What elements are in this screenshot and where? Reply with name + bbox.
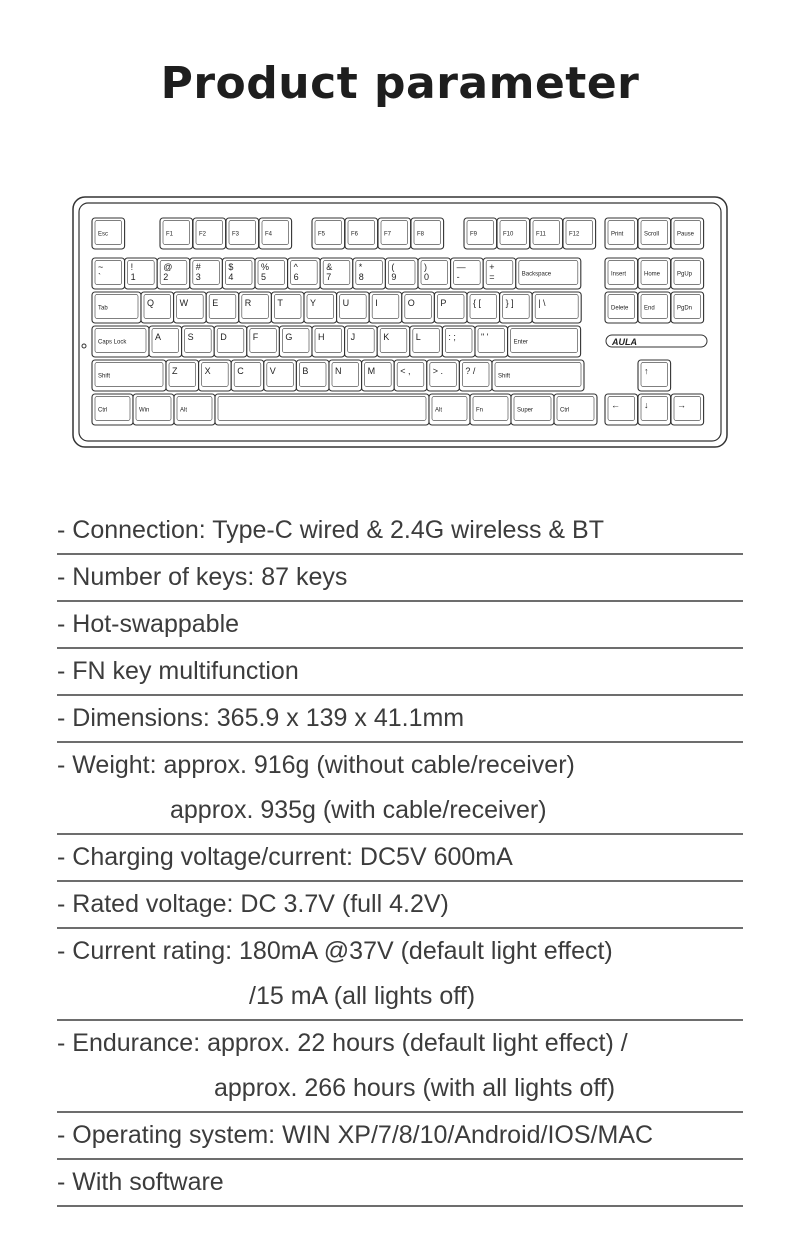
key-legend: $: [228, 262, 234, 272]
key-legend: Backspace: [521, 271, 552, 278]
key-legend: ~: [98, 262, 104, 272]
key-legend: ↑: [644, 366, 649, 376]
key-legend: Enter: [513, 339, 528, 346]
key-pause: [671, 218, 704, 249]
key-a-1: [149, 326, 182, 357]
key-z-9: [427, 360, 460, 391]
key-right-shift: [492, 360, 584, 391]
key-legend: Delete: [611, 305, 629, 312]
key-insert: [605, 258, 638, 289]
key-arrow-down: [638, 394, 671, 425]
key-arrow-up: [638, 360, 671, 391]
key-legend: S: [187, 332, 194, 342]
spec-hot-swappable: [57, 602, 743, 649]
key-q-10: [434, 292, 467, 323]
key-legend: Tab: [98, 305, 108, 312]
key-num-0: [92, 258, 125, 289]
key-legend: Insert: [611, 271, 627, 278]
key-q-8: [369, 292, 402, 323]
key-delete: [605, 292, 638, 323]
key-legend: F11: [536, 231, 546, 238]
key-q-12: [500, 292, 533, 323]
key-legend: { [: [473, 298, 482, 308]
spec-text: - Dimensions: 365.9 x 139 x 41.1mm: [57, 704, 465, 732]
key-legend: Q: [147, 298, 155, 308]
key-legend: F4: [265, 231, 273, 238]
key-f12: [563, 218, 596, 249]
key-left-shift: [92, 360, 166, 391]
key-z-5: [296, 360, 329, 391]
key-arrow-left: [605, 394, 638, 425]
spec-operating-system: [57, 1113, 743, 1160]
spec-text-continued: approx. 266 hours (with all lights off): [214, 1074, 616, 1102]
key-legend: C: [237, 366, 244, 376]
key-a-5: [279, 326, 312, 357]
key-legend: F1: [166, 231, 174, 238]
key-legend-lower: 8: [358, 272, 364, 282]
key-legend: ↓: [644, 400, 649, 410]
key-legend-lower: 7: [326, 272, 332, 282]
key-pgup: [671, 258, 704, 289]
key-legend: Caps Lock: [98, 339, 127, 346]
spec-text: - Connection: Type-C wired & 2.4G wireless & BT: [57, 516, 604, 544]
spec-text-continued: /15 mA (all lights off): [249, 982, 476, 1010]
key-num-2: [157, 258, 190, 289]
key-legend: P: [440, 298, 447, 308]
key-esc: [92, 218, 125, 249]
key-legend: Fn: [476, 407, 484, 414]
key-legend: Shift: [498, 373, 511, 380]
key-legend: Home: [644, 271, 661, 278]
key-legend: D: [220, 332, 227, 342]
key-print: [605, 218, 638, 249]
key-legend-lower: -: [456, 272, 460, 282]
key-a-8: [377, 326, 410, 357]
key-f6: [345, 218, 378, 249]
key-legend: E: [212, 298, 219, 308]
key-end: [638, 292, 671, 323]
spec-text: - Weight: approx. 916g (without cable/receiver): [57, 751, 575, 779]
key-num-4: [222, 258, 255, 289]
key-legend: +: [489, 262, 495, 272]
key-f1: [160, 218, 193, 249]
key-fn: [470, 394, 511, 425]
spec-text: - Current rating: 180mA @37V (default light effect): [57, 937, 613, 965]
key-legend: —: [456, 262, 466, 272]
spec-list: [57, 508, 743, 1207]
key-f5: [312, 218, 345, 249]
spec-text: - With software: [57, 1168, 224, 1196]
key-f4: [259, 218, 292, 249]
key-z-8: [394, 360, 427, 391]
key-legend: ^: [293, 262, 298, 272]
spec-rated-voltage: [57, 882, 743, 929]
key-legend: !: [130, 262, 134, 272]
key-q-6: [304, 292, 337, 323]
key-q-7: [337, 292, 370, 323]
key-tab: [92, 292, 141, 323]
key-num-1: [125, 258, 158, 289]
key-legend-lower: 2: [163, 272, 169, 282]
spec-text: - Number of keys: 87 keys: [57, 563, 348, 591]
key-legend: G: [285, 332, 293, 342]
key-legend: V: [269, 366, 276, 376]
key-z-2: [199, 360, 232, 391]
key-legend: @: [163, 262, 173, 272]
key-q-1: [141, 292, 174, 323]
key-legend: Ctrl: [560, 407, 570, 414]
key-enter: [508, 326, 581, 357]
key-z-1: [166, 360, 199, 391]
key-q-11: [467, 292, 500, 323]
key-legend: R: [244, 298, 252, 308]
key-num-12: [483, 258, 516, 289]
key-legend: Shift: [98, 373, 111, 380]
key-legend-lower: `: [98, 272, 101, 282]
spec-text: - Rated voltage: DC 3.7V (full 4.2V): [57, 890, 449, 918]
key-a-9: [410, 326, 443, 357]
key-space: [215, 394, 429, 425]
key-legend: W: [179, 298, 189, 308]
key-legend: Super: [517, 407, 534, 414]
key-legend: X: [204, 366, 211, 376]
key-capslock: [92, 326, 149, 357]
key-legend: End: [644, 305, 655, 312]
key-legend-lower: 9: [391, 272, 397, 282]
key-legend: F7: [384, 231, 392, 238]
key-legend: F9: [470, 231, 478, 238]
key-legend: Alt: [435, 407, 443, 414]
key-legend: Esc: [98, 231, 109, 238]
key-legend: O: [407, 298, 415, 308]
key-legend: Z: [172, 366, 178, 376]
key-legend: > .: [432, 366, 444, 376]
key-super: [511, 394, 554, 425]
key-f2: [193, 218, 226, 249]
key-legend: (: [391, 262, 395, 272]
key-num-6: [288, 258, 321, 289]
key-right-ctrl: [554, 394, 597, 425]
key-legend: F5: [318, 231, 326, 238]
key-legend: " ': [481, 332, 489, 342]
key-legend-lower: 1: [130, 272, 136, 282]
brand-logo-text: AULA: [612, 337, 637, 347]
key-legend: F6: [351, 231, 359, 238]
spec-connection: [57, 508, 743, 555]
keyboard-illustration: [72, 196, 728, 448]
key-legend: PgDn: [677, 305, 693, 312]
key-q-2: [174, 292, 207, 323]
key-legend: | \: [538, 298, 546, 308]
key-legend: < ,: [400, 366, 411, 376]
key-num-3: [190, 258, 223, 289]
key-legend: I: [375, 298, 378, 308]
key-legend: M: [367, 366, 376, 376]
key-f3: [226, 218, 259, 249]
key-num-11: [451, 258, 484, 289]
key-num-10: [418, 258, 451, 289]
spec-text: - FN key multifunction: [57, 657, 299, 685]
key-q-9: [402, 292, 435, 323]
spec-text: - Operating system: WIN XP/7/8/10/Android/IOS/MAC: [57, 1121, 654, 1149]
spec-dimensions: [57, 696, 743, 743]
key-legend: #: [195, 262, 201, 272]
key-legend: Ctrl: [98, 407, 108, 414]
spec-text: - Endurance: approx. 22 hours (default light effect) /: [57, 1029, 628, 1057]
key-win: [133, 394, 174, 425]
spec-weight: [57, 743, 743, 835]
key-left-ctrl: [92, 394, 133, 425]
key-z-6: [329, 360, 362, 391]
key-legend: &: [326, 262, 333, 272]
key-legend: B: [302, 366, 309, 376]
key-a-2: [182, 326, 215, 357]
key-legend-lower: =: [489, 272, 495, 282]
key-backslash: [532, 292, 581, 323]
key-a-3: [214, 326, 247, 357]
key-f7: [378, 218, 411, 249]
key-legend: Scroll: [644, 231, 660, 238]
key-legend-lower: 3: [195, 272, 201, 282]
key-legend: U: [342, 298, 350, 308]
key-f9: [464, 218, 497, 249]
spec-fn-key: [57, 649, 743, 696]
key-num-9: [385, 258, 418, 289]
key-legend: A: [155, 332, 162, 342]
key-legend: T: [277, 298, 283, 308]
key-backspace: [516, 258, 581, 289]
key-legend: F10: [503, 231, 514, 238]
key-legend-lower: 6: [293, 272, 299, 282]
key-legend: ? /: [465, 366, 476, 376]
key-num-8: [353, 258, 386, 289]
key-legend-lower: 4: [228, 272, 234, 282]
spec-charging: [57, 835, 743, 882]
key-f11: [530, 218, 563, 249]
key-legend: F2: [199, 231, 207, 238]
key-arrow-right: [671, 394, 704, 425]
key-a-7: [345, 326, 378, 357]
key-legend: PgUp: [677, 271, 693, 278]
spec-text: - Charging voltage/current: DC5V 600mA: [57, 843, 513, 871]
key-legend: F3: [232, 231, 240, 238]
key-legend: Y: [310, 298, 317, 308]
key-legend: H: [318, 332, 325, 342]
page-title: Product parameter: [160, 58, 640, 109]
key-legend: ): [424, 262, 427, 272]
key-legend: F: [252, 332, 259, 342]
spec-number-of-keys: [57, 555, 743, 602]
spec-text: - Hot-swappable: [57, 610, 240, 638]
key-z-7: [362, 360, 395, 391]
key-z-3: [231, 360, 264, 391]
key-q-4: [239, 292, 272, 323]
key-z-4: [264, 360, 297, 391]
key-a-6: [312, 326, 345, 357]
spec-endurance: [57, 1021, 743, 1113]
key-legend: } ]: [505, 298, 514, 308]
key-legend: *: [358, 262, 363, 272]
key-a-10: [442, 326, 475, 357]
key-left-alt: [174, 394, 215, 425]
key-legend: J: [350, 332, 356, 342]
key-a-11: [475, 326, 508, 357]
key-legend-lower: 0: [424, 272, 430, 282]
key-legend: F12: [569, 231, 580, 238]
key-q-5: [271, 292, 304, 323]
spec-software: [57, 1160, 743, 1207]
key-legend: ←: [611, 400, 620, 410]
key-legend: : ;: [448, 332, 456, 342]
key-f10: [497, 218, 530, 249]
key-legend: Alt: [180, 407, 188, 414]
key-legend: →: [677, 400, 686, 410]
key-legend: F8: [417, 231, 425, 238]
key-home: [638, 258, 671, 289]
key-right-alt: [429, 394, 470, 425]
key-a-4: [247, 326, 280, 357]
key-num-7: [320, 258, 353, 289]
key-legend: K: [383, 332, 390, 342]
spec-current-rating: [57, 929, 743, 1021]
key-legend: L: [415, 332, 421, 342]
key-legend: N: [335, 366, 342, 376]
key-pgdn: [671, 292, 704, 323]
key-z-10: [459, 360, 492, 391]
key-f8: [411, 218, 444, 249]
key-legend: %: [261, 262, 270, 272]
key-scroll: [638, 218, 671, 249]
key-num-5: [255, 258, 288, 289]
key-legend: Pause: [677, 231, 695, 238]
key-q-3: [206, 292, 239, 323]
key-legend-lower: 5: [261, 272, 267, 282]
key-legend: Win: [139, 407, 150, 414]
key-legend: Print: [611, 231, 624, 238]
spec-text-continued: approx. 935g (with cable/receiver): [170, 796, 547, 824]
